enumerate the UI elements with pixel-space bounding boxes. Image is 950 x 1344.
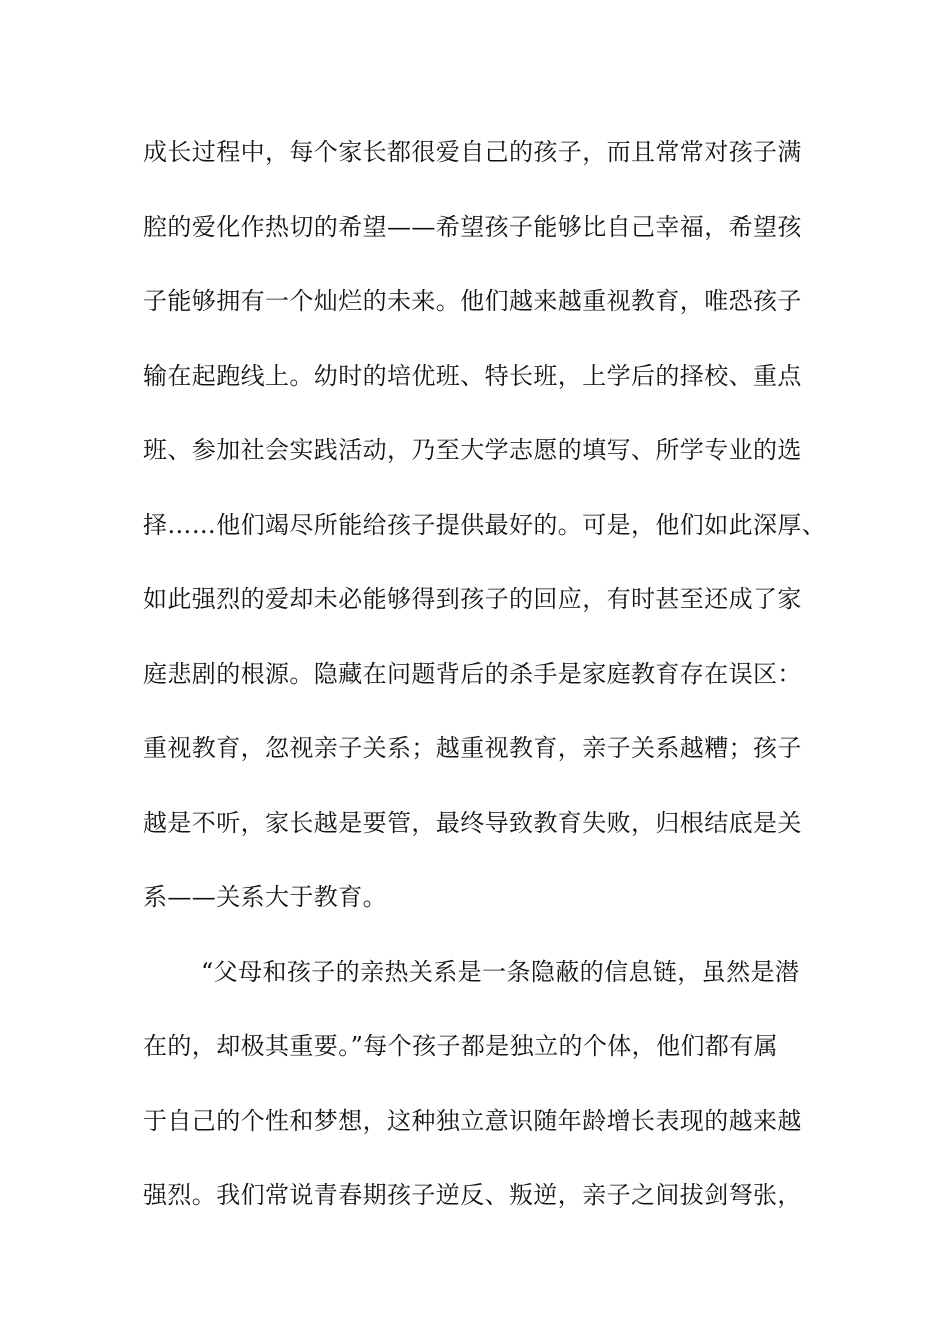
text-line: 于自己的个性和梦想，这种独立意识随年龄增长表现的越来越 xyxy=(143,1106,802,1135)
text-line: 输在起跑线上。幼时的培优班、特长班，上学后的择校、重点 xyxy=(143,361,802,390)
text-line: 在的，却极其重要。”每个孩子都是独立的个体，他们都有属 xyxy=(143,1032,779,1060)
text-line: 班、参加社会实践活动，乃至大学志愿的填写、所学专业的选 xyxy=(143,436,802,464)
paragraph-start-line: “父母和孩子的亲热关系是一条隐蔽的信息链，虽然是潜 xyxy=(201,957,800,986)
text-line: 庭悲剧的根源。隐藏在问题背后的杀手是家庭教育存在误区： xyxy=(143,659,802,688)
text-line: 重视教育，忽视亲子关系；越重视教育，亲子关系越糟；孩子 xyxy=(143,734,802,762)
text-line: 择……他们竭尽所能给孩子提供最好的。可是，他们如此深厚、 xyxy=(143,510,827,539)
text-line: 系——关系大于教育。 xyxy=(143,883,387,911)
text-line: 越是不听，家长越是要管，最终导致教育失败，归根结底是关 xyxy=(143,808,802,837)
text-line: 子能够拥有一个灿烂的未来。他们越来越重视教育，唯恐孩子 xyxy=(143,287,802,315)
text-line: 腔的爱化作热切的希望——希望孩子能够比自己幸福，希望孩 xyxy=(143,212,802,241)
text-line: 强烈。我们常说青春期孩子逆反、叛逆，亲子之间拔剑弩张， xyxy=(143,1181,802,1209)
body-text xyxy=(143,128,827,1246)
text-line: 成长过程中，每个家长都很爱自己的孩子，而且常常对孩子满 xyxy=(143,138,802,166)
text-line: 如此强烈的爱却未必能够得到孩子的回应，有时甚至还成了家 xyxy=(143,585,802,613)
